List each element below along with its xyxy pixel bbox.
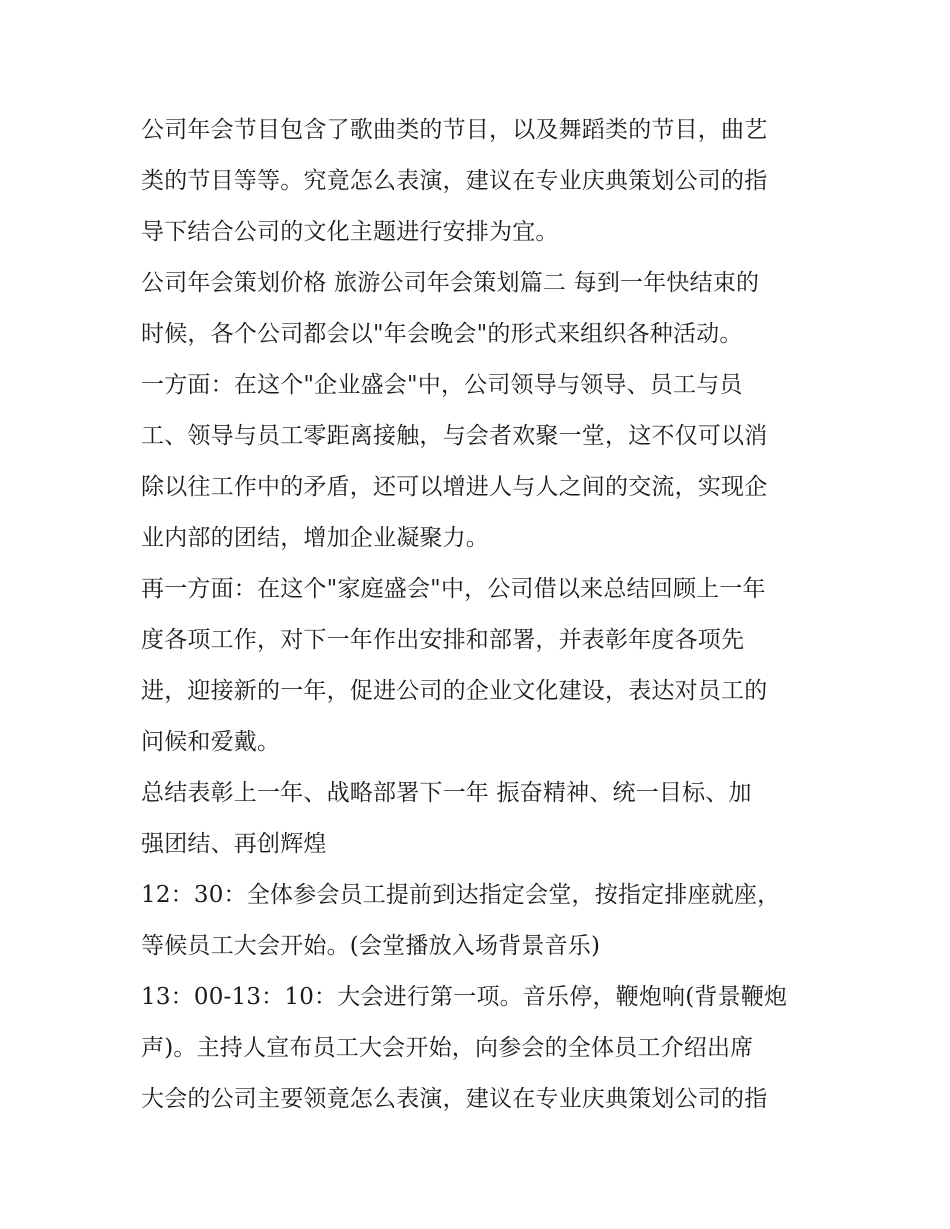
text-line: 工、领导与员工零距离接触，与会者欢聚一堂，这不仅可以消 bbox=[141, 423, 768, 449]
text-line: 类的节目等等。究竟怎么表演，建议在专业庆典策划公司的指 bbox=[141, 168, 768, 194]
text-line: 业内部的团结，增加企业凝聚力。 bbox=[141, 525, 489, 551]
text-line: 等候员工大会开始。(会堂播放入场背景音乐) bbox=[141, 933, 601, 959]
text-line: 公司年会策划价格 旅游公司年会策划篇二 每到一年快结束的 bbox=[141, 270, 760, 296]
text-line: 总结表彰上一年、战略部署下一年 振奋精神、统一目标、加 bbox=[141, 780, 752, 806]
text-line: 公司年会节目包含了歌曲类的节目，以及舞蹈类的节目，曲艺 bbox=[141, 117, 768, 143]
text-line: 度各项工作，对下一年作出安排和部署，并表彰年度各项先 bbox=[141, 627, 745, 653]
text-line: 一方面：在这个"企业盛会"中，公司领导与领导、员工与员 bbox=[141, 372, 743, 398]
text-line: 13：00-13：10：大会进行第一项。音乐停，鞭炮响(背景鞭炮 bbox=[141, 984, 788, 1010]
text-line: 导下结合公司的文化主题进行安排为宜。 bbox=[141, 219, 559, 245]
text-line: 时候，各个公司都会以"年会晚会"的形式来组织各种活动。 bbox=[141, 321, 743, 347]
text-line: 声)。主持人宣布员工大会开始，向参会的全体员工介绍出席 bbox=[141, 1035, 754, 1061]
text-line: 问候和爱戴。 bbox=[141, 729, 281, 755]
text-line: 除以往工作中的矛盾，还可以增进人与人之间的交流，实现企 bbox=[141, 474, 768, 500]
document-body bbox=[141, 105, 821, 1125]
text-line: 大会的公司主要领竟怎么表演，建议在专业庆典策划公司的指 bbox=[141, 1086, 768, 1112]
text-line: 强团结、再创辉煌 bbox=[141, 831, 327, 857]
text-line: 再一方面：在这个"家庭盛会"中，公司借以来总结回顾上一年 bbox=[141, 576, 766, 602]
text-line: 12：30：全体参会员工提前到达指定会堂，按指定排座就座， bbox=[141, 882, 781, 908]
text-line: 进，迎接新的一年，促进公司的企业文化建设，表达对员工的 bbox=[141, 678, 768, 704]
